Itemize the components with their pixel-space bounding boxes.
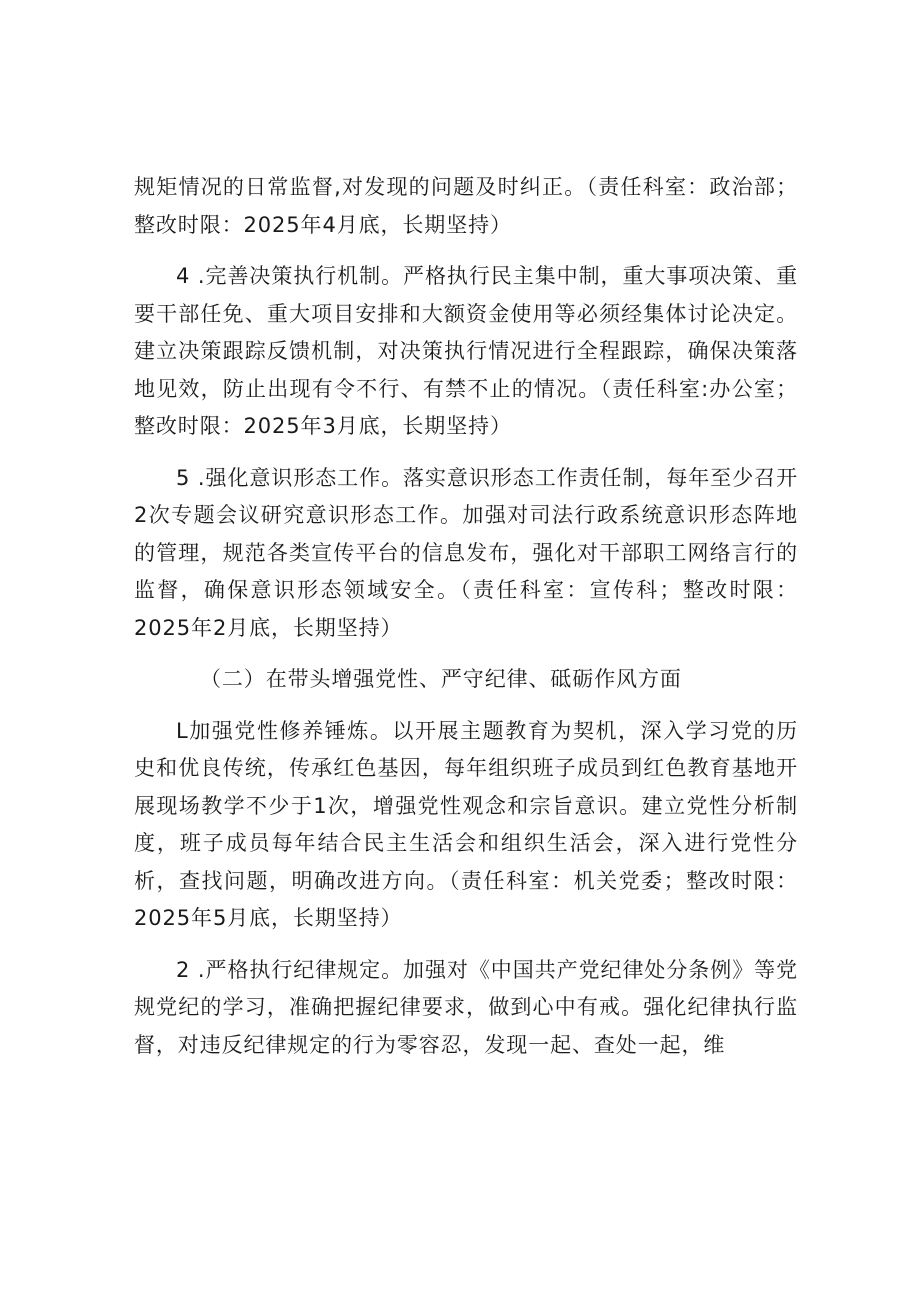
paragraph-item-1: L加强党性修养锤炼。以开展主题教育为契机，深入学习党的历史和优良传统，传承红色基因，每年组织班子成员到红色教育基地开展现场教学不少于1次，增强党性观念和宗旨意识。建立党性分析制度，班子成员每年结合民主生活会和组织生活会，深入进行党性分析，查找问题，明确改进方向。（责任科室：机关党委；整改时限：2025年5月底，长期坚持） bbox=[134, 718, 798, 930]
section-heading: （二）在带头增强党性、严守纪律、砥砺作风方面 bbox=[200, 667, 682, 691]
paragraph-item-4: 4 .完善决策执行机制。严格执行民主集中制，重大事项决策、重要干部任免、重大项目安排和大额资金使用等必须经集体讨论决定。建立决策跟踪反馈机制，对决策执行情况进行全程跟踪，确保决策落地见效，防止出现有令不行、有禁不止的情况。（责任科室:办公室；整改时限：2025年3月底，长期坚持） bbox=[134, 264, 798, 438]
paragraph-item-2: 2 .严格执行纪律规定。加强对《中国共产党纪律处分条例》等党规党纪的学习，准确把握纪律要求，做到心中有戒。强化纪律执行监督，对违反纪律规定的行为零容忍，发现一起、查处一起，维 bbox=[134, 957, 798, 1057]
paragraph-continuation: 规矩情况的日常监督,对发现的问题及时纠正。（责任科室：政治部；整改时限：2025年4月底，长期坚持） bbox=[134, 175, 798, 237]
document-page bbox=[134, 169, 798, 1078]
paragraph-item-5: 5 .强化意识形态工作。落实意识形态工作责任制，每年至少召开2次专题会议研究意识形态工作。加强对司法行政系统意识形态阵地的管理，规范各类宣传平台的信息发布，强化对干部职工网络言行的监督，确保意识形态领域安全。（责任科室：宣传科；整改时限：2025年2月底，长期坚持） bbox=[134, 465, 798, 640]
